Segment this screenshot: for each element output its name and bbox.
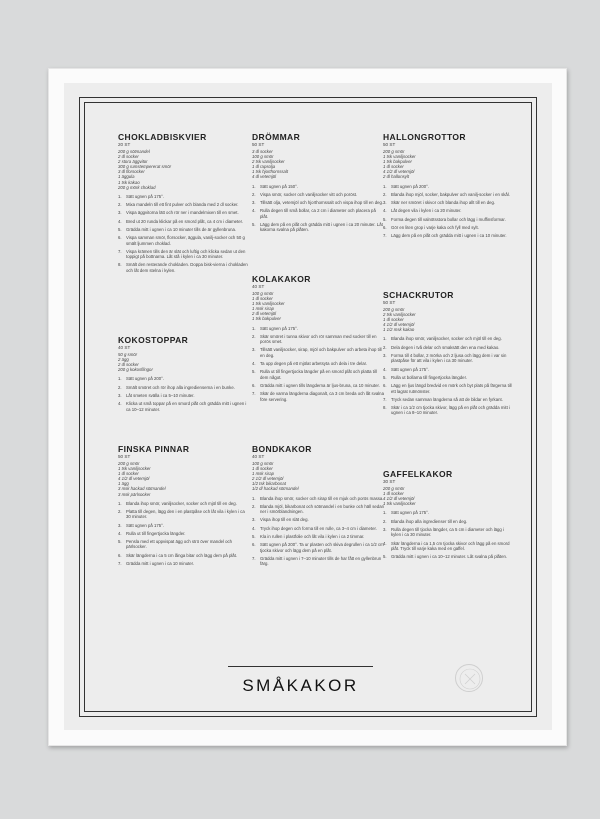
step-item	[383, 383, 515, 394]
step-item	[383, 527, 515, 538]
step-number: 6.	[383, 225, 387, 231]
recipe-title: CHOKLADBISKVIER	[118, 132, 207, 142]
ingredient-item: 2 tsk vaniljsocker	[252, 159, 285, 165]
step-number: 5.	[252, 222, 256, 228]
step-text: Vispa krämen tills den är slät och luftig och klicka sedan ut den toppigt på bottnarna. Låt stå i kylen i ca 30 minuter.	[126, 248, 246, 260]
step-number: 3.	[118, 522, 122, 528]
ingredient-item: 1/2 dl hackad sötmandel	[252, 486, 299, 492]
step-text: Tryck ihop degen och forma till en rulle, ca 3–4 cm i diameter.	[260, 525, 377, 531]
ingredient-item: 1 1/2 msk kakao	[383, 327, 415, 333]
step-text: Låt smeten svälla i ca 5–10 minuter.	[126, 392, 195, 398]
step-number: 4.	[118, 401, 122, 407]
step-number: 4.	[383, 540, 387, 546]
step-text: Sätt ugnen på 200°.	[126, 376, 165, 382]
step-text: Sätt ugnen på 175°.	[260, 325, 299, 331]
step-number: 3.	[118, 210, 122, 216]
ingredient-item: 2 stora äggvitor	[118, 159, 148, 165]
step-item	[383, 397, 515, 402]
step-text: Grädda mitt i ugnen i ca 10 minuter.	[126, 561, 195, 567]
step-text: Låt degen vila i kylen i ca 20 minuter.	[391, 208, 462, 214]
step-number: 2.	[118, 384, 122, 390]
ingredient-item: 4 dl vetemjöl	[252, 174, 277, 180]
step-list	[252, 326, 384, 402]
ingredient-item: 1 tsk kakao	[118, 179, 140, 185]
recipe-chokladbiskvier	[118, 132, 250, 276]
step-item	[383, 554, 515, 559]
step-item	[118, 401, 250, 412]
ingredient-item: 1/2 tsk bikarbonat	[252, 481, 286, 487]
step-item	[118, 202, 250, 207]
step-text: Blanda ihop smör, vaniljsocker, socker och mjöl till en deg.	[391, 336, 502, 342]
step-list	[118, 501, 250, 567]
step-text: Platta till degen, lägg den i en plastpåse och låt vila i kylen i ca 30 minuter.	[126, 508, 245, 520]
ingredient-item: 200 g smör	[118, 461, 140, 466]
step-text: Vispa samman smör, florsocker, äggula, vanilj-socker och 50 g smält ljummen choklad.	[126, 235, 245, 246]
step-text: Bred ut 20 runda klickar på en smord plåt, ca 4 cm i diameter.	[126, 218, 244, 224]
ingredient-item: 1 dl rapsolja	[252, 164, 276, 170]
step-number: 5.	[252, 534, 256, 540]
step-number: 7.	[118, 248, 122, 254]
poster-title: SMÅKAKOR	[242, 676, 359, 695]
step-text: Pensla med ett uppvispat ägg och strö över mandel och pärlsocker.	[126, 539, 233, 550]
ingredient-list	[118, 461, 250, 497]
step-item	[252, 504, 384, 515]
step-item	[383, 184, 515, 189]
step-number: 3.	[383, 353, 387, 359]
step-text: Vispa smör, socker och vaniljsocker vitt och poröst.	[260, 191, 358, 197]
step-text: Skär smöret i tunna skivor och rör samman med socker till en porös smet.	[260, 333, 377, 345]
step-item	[252, 526, 384, 531]
recipe-title: BONDKAKOR	[252, 444, 312, 454]
ingredient-item: 2 tsk vaniljsocker	[383, 312, 416, 318]
step-item	[118, 531, 250, 536]
step-text: Rulla ut till fingertjocka längder på en smord plåt och platta till dem något.	[260, 369, 377, 380]
ingredient-item: 100 g smör	[252, 461, 274, 466]
step-text: Blanda ihop alla ingredienser till en deg.	[391, 518, 468, 524]
recipe-finska-pinnar	[118, 444, 250, 569]
step-text: Mixa mandeln till ett fint pulver och blanda med 2 dl socker.	[126, 202, 239, 208]
step-item	[383, 367, 515, 372]
ingredient-item: 200 g smör	[383, 149, 405, 154]
step-number: 1.	[383, 183, 387, 189]
step-item	[118, 553, 250, 558]
step-number: 5.	[383, 554, 387, 560]
step-item	[252, 200, 384, 205]
step-number: 1.	[252, 183, 256, 189]
recipe-yield: 50 ST	[252, 142, 265, 147]
step-item	[118, 262, 250, 273]
ingredient-item: 200 g smör	[383, 307, 405, 312]
step-item	[252, 542, 384, 553]
step-item	[383, 405, 515, 416]
ingredient-item: 1 äggula	[118, 174, 135, 180]
ingredient-item: 2 dl socker	[118, 154, 139, 160]
step-number: 4.	[118, 530, 122, 536]
step-number: 2.	[252, 191, 256, 197]
step-item	[118, 210, 250, 215]
step-text: Tryck sedan samman längderna så att de bildar en fyrkant.	[391, 396, 503, 402]
ingredient-list	[252, 149, 384, 180]
ingredient-item: 4 1/2 dl vetemjöl	[383, 169, 415, 175]
title-rule	[228, 666, 373, 667]
step-text: Rulla degen till små bollar, ca 2 cm i diameter och placera på plåt.	[260, 208, 376, 219]
recipe-title: KOLAKAKOR	[252, 274, 311, 284]
step-item	[252, 556, 384, 567]
step-item	[118, 219, 250, 224]
ingredient-item: 1 tsk vaniljsocker	[118, 466, 151, 472]
step-item	[383, 345, 515, 350]
step-item	[118, 385, 250, 390]
step-item	[383, 233, 515, 238]
step-item	[252, 208, 384, 219]
ingredient-list	[383, 486, 515, 506]
step-number: 2.	[118, 202, 122, 208]
step-number: 1.	[118, 193, 122, 199]
ingredient-item: 1 tsk bakpulver	[252, 316, 281, 322]
step-list	[118, 376, 250, 411]
recipe-title: HALLONGROTTOR	[383, 132, 466, 142]
step-text: Blanda ihop mjöl, socker, bakpulver och vanilj-socker i en skål.	[391, 191, 510, 197]
step-text: Klicka ut små toppar på en smord plåt och grädda mitt i ugnen i ca 10–12 minuter.	[126, 401, 247, 412]
step-text: Grädda mitt i ugnen i ca 10–12 minuter. Låt svalna på plåten.	[391, 554, 508, 560]
recipe-title: FINSKA PINNAR	[118, 444, 190, 454]
step-number: 7.	[118, 561, 122, 567]
ingredient-item: 200 g kokosflingor	[118, 367, 153, 373]
step-text: Skär de varma längderna diagonalt, ca 3 cm breda och låt svalna före servering.	[260, 391, 384, 402]
step-text: Blanda ihop smör, socker och sirap till en mjuk och porös massa.	[260, 495, 384, 501]
step-number: 1.	[118, 500, 122, 506]
step-number: 4.	[252, 208, 256, 214]
recipe-yield: 20 ST	[118, 142, 131, 147]
step-text: Gör en liten grop i varje kaka och fyll med sylt.	[391, 225, 479, 231]
step-number: 5.	[252, 369, 256, 375]
ingredient-item: 2 ägg	[118, 357, 129, 363]
step-text: Sätt ugnen på 200°. Ta ur plasten och skiva degrullen i ca 1/2 cm tjocka skivor och lägg dem på en plåt.	[260, 542, 384, 553]
recipe-title: GAFFELKAKOR	[383, 469, 453, 479]
ingredient-item: 200 g smör	[383, 486, 405, 491]
step-item	[118, 227, 250, 232]
ingredient-list	[252, 291, 384, 322]
ingredient-item: 1 dl socker	[383, 317, 404, 323]
step-item	[252, 184, 384, 189]
step-item	[118, 523, 250, 528]
step-text: Lägg dem på en plåt och grädda mitt i ugnen i ca 10 minuter.	[391, 233, 507, 239]
step-text: Smält den resterande chokladen. Doppa bisk-vierna i chokladen och låt dem stelna i kylen.	[126, 262, 248, 273]
step-item	[118, 539, 250, 550]
step-item	[252, 192, 384, 197]
step-item	[383, 541, 515, 552]
ingredient-item: 2 dl socker	[118, 362, 139, 368]
step-item	[383, 208, 515, 213]
ingredient-list	[118, 149, 250, 190]
recipe-yield: 40 ST	[118, 345, 131, 350]
step-item	[118, 509, 250, 520]
step-number: 2.	[383, 518, 387, 524]
step-number: 6.	[118, 552, 122, 558]
step-number: 6.	[252, 542, 256, 548]
ingredient-item: 1 dl socker	[252, 466, 273, 472]
step-text: Grädda mitt i ugnen i ca 10 minuter tills de är gyllenbruna.	[126, 226, 237, 232]
ingredient-item: 3 dl socker	[252, 149, 273, 154]
step-text: Skär längderna i ca 5 cm långa bitar och lägg dem på plåt.	[126, 552, 238, 558]
ingredient-item: 3 msk hackad sötmandel	[118, 486, 166, 492]
step-number: 3.	[252, 200, 256, 206]
recipe-yield: 50 ST	[383, 142, 396, 147]
step-text: Sätt ugnen på 175°.	[391, 366, 430, 372]
ingredient-item: 1 tsk vaniljsocker	[383, 501, 416, 507]
step-number: 2.	[252, 503, 256, 509]
ingredient-item: 1 tsk bakpulver	[383, 159, 412, 165]
ingredient-list	[383, 149, 515, 180]
step-item	[252, 361, 384, 366]
step-item	[252, 496, 384, 501]
ingredient-item: 1 tsk hjorthornssalt	[252, 169, 289, 175]
ingredient-item: 1 msk sirap	[252, 306, 274, 312]
ingredient-list	[118, 352, 250, 372]
step-text: Ta upp degen på ett mjölat arbetsyta och dela i tre delar.	[260, 361, 368, 367]
step-text: Skär i ca 1/2 cm tjocka skivor, lägg på en plåt och grädda mitt i ugnen i ca 8–10 minuter.	[391, 405, 510, 416]
step-text: Vispa ihop till en slät deg.	[260, 517, 309, 523]
recipe-kolakakor	[252, 274, 384, 405]
ingredient-item: 300 g rumstempererat smör	[118, 164, 172, 170]
step-number: 4.	[252, 525, 256, 531]
step-item	[252, 383, 384, 388]
step-text: Vispa äggvitorna lätt och rör ner i mandelmixen till en smet.	[126, 210, 239, 216]
step-item	[252, 369, 384, 380]
step-text: Smält smöret och rör ihop alla ingredienserna i en bunke.	[126, 384, 235, 390]
recipe-yield: 50 ST	[118, 454, 131, 459]
ingredient-item: 3 msk pärlsocker	[118, 491, 151, 497]
step-list	[383, 510, 515, 559]
step-number: 5.	[383, 374, 387, 380]
step-text: Sätt ugnen på 175°.	[126, 522, 165, 528]
step-text: Sätt ugnen på 150°.	[260, 183, 299, 189]
ingredient-item: 100 g smör	[252, 154, 274, 160]
step-number: 1.	[252, 495, 256, 501]
step-number: 7.	[383, 233, 387, 239]
ingredient-item: 4 1/2 dl vetemjöl	[118, 476, 150, 482]
step-number: 3.	[383, 526, 387, 532]
ingredient-item: 1 dl socker	[383, 164, 404, 170]
step-number: 7.	[252, 555, 256, 561]
step-number: 1.	[383, 510, 387, 516]
ingredient-list	[252, 461, 384, 492]
step-item	[252, 347, 384, 358]
step-text: Blanda ihop smör, vaniljsocker, socker och mjöl till en deg.	[126, 500, 237, 506]
step-item	[118, 501, 250, 506]
recipe-title: KOKOSTOPPAR	[118, 335, 189, 345]
step-text: Blanda mjöl, bikarbonat och sötmandel i en bunke och häll sedan ner i smörblandningen.	[260, 503, 384, 515]
ingredient-item: 50 g smör	[118, 352, 138, 357]
ingredient-item: 1 msk sirap	[252, 471, 274, 477]
recipe-yield: 50 ST	[383, 300, 396, 305]
step-number: 1.	[252, 325, 256, 331]
step-number: 8.	[383, 405, 387, 411]
step-text: Tillsätt olja, vetemjöl och hjorthornssalt och vispa ihop till en deg.	[260, 200, 384, 206]
step-text: Grädda mitt i ugnen tills längderna är ljus-bruna, ca 10 minuter.	[260, 382, 380, 388]
step-number: 1.	[383, 336, 387, 342]
recipe-gaffelkakor	[383, 469, 515, 562]
step-text: Skär längderna i ca 1,5 cm tjocka skivor och lägg på en smord plåt. Tryck till varje kaka med en gaffel.	[391, 540, 510, 551]
step-item	[118, 561, 250, 566]
step-text: Lägg en ljus längd bredvid en mörk och byt plats på färgerna till ett lagrat rutmönster.	[391, 383, 512, 394]
step-item	[252, 222, 384, 233]
ingredient-item: 3 dl florsocker	[118, 169, 145, 175]
step-number: 5.	[118, 539, 122, 545]
step-text: Tillsätt vaniljsocker, sirap, mjöl och bakpulver och arbeta ihop till en deg.	[260, 347, 382, 358]
recipe-drommar	[252, 132, 384, 236]
ingredient-item: 4 1/2 dl vetemjöl	[383, 322, 415, 328]
step-item	[252, 517, 384, 522]
step-list	[383, 184, 515, 239]
step-number: 4.	[252, 361, 256, 367]
recipe-title: SCHACKRUTOR	[383, 290, 454, 300]
step-number: 4.	[118, 218, 122, 224]
step-number: 8.	[118, 262, 122, 268]
step-number: 3.	[252, 347, 256, 353]
step-number: 2.	[118, 508, 122, 514]
step-number: 1.	[118, 376, 122, 382]
recipe-yield: 40 ST	[252, 454, 265, 459]
recipe-bondkakor	[252, 444, 384, 570]
step-item	[252, 391, 384, 402]
step-list	[252, 184, 384, 233]
ingredient-item: 200 g sötmandel	[118, 149, 150, 154]
step-item	[383, 200, 515, 205]
step-list	[252, 496, 384, 567]
step-item	[383, 519, 515, 524]
step-text: Grädda mitt i ugnen i 7–10 minuter tills de har fått en gyllenbrun färg.	[260, 555, 382, 567]
step-number: 7.	[383, 396, 387, 402]
step-number: 6.	[252, 382, 256, 388]
step-item	[383, 353, 515, 364]
ingredient-item: 1 dl socker	[118, 471, 139, 477]
step-text: Forma degen till valnötsstora bollar och lägg i muffinsformar.	[391, 216, 506, 222]
ingredient-item: 100 g smör	[252, 291, 274, 296]
step-item	[383, 225, 515, 230]
step-number: 5.	[118, 226, 122, 232]
step-number: 2.	[383, 344, 387, 350]
ingredient-item: 200 g mörk choklad	[118, 184, 156, 190]
ingredient-item: 2 1/2 dl vetemjöl	[252, 476, 284, 482]
step-text: Rulla ut till fingertjocka längder.	[126, 530, 186, 536]
step-list	[118, 194, 250, 273]
step-number: 6.	[118, 235, 122, 241]
ingredient-item: 1 dl socker	[252, 296, 273, 302]
step-text: Rulla degen till tjocka längder, ca 5 cm i diameter och lägg i kylen i ca 30 minuter.	[391, 526, 504, 538]
step-number: 2.	[252, 333, 256, 339]
step-number: 4.	[383, 208, 387, 214]
step-item	[383, 192, 515, 197]
ingredient-list	[383, 307, 515, 332]
step-number: 7.	[252, 391, 256, 397]
step-text: Sätt ugnen på 200°.	[391, 183, 430, 189]
recipe-kokostoppar	[118, 335, 250, 415]
recipe-title: DRÖMMAR	[252, 132, 301, 142]
step-text: Sätt ugnen på 175°.	[391, 510, 430, 516]
recipe-yield: 30 ST	[383, 479, 396, 484]
step-item	[252, 326, 384, 331]
step-number: 4.	[383, 366, 387, 372]
step-number: 6.	[383, 383, 387, 389]
step-item	[118, 393, 250, 398]
step-item	[118, 376, 250, 381]
ingredient-item: 2 dl vetemjöl	[252, 311, 277, 317]
step-item	[383, 510, 515, 515]
ingredient-item: 1 tsk vaniljsocker	[383, 154, 416, 160]
step-item	[383, 375, 515, 380]
stamp-seal-icon	[455, 664, 483, 692]
step-text: Forma till 4 bollar, 2 mörka och 2 ljusa och lägg dem i var sin plastpåse för att vila i kylen i ca 30 minuter.	[391, 353, 507, 364]
step-item	[383, 217, 515, 222]
step-item	[252, 534, 384, 539]
step-text: Kla in rullen i plastfolie och låt vila i kylen i ca 2 timmar.	[260, 534, 365, 540]
ingredient-item: 1 dl socker	[383, 491, 404, 497]
step-item	[383, 336, 515, 341]
ingredient-item: 1 tsk vaniljsocker	[252, 301, 285, 307]
step-text: Skär ner smöret i skivor och blanda ihop allt till en deg.	[391, 200, 496, 206]
step-text: Dela degen i två delar och smaksätt den ena med kakao.	[391, 344, 500, 350]
ingredient-item: 1 ägg	[118, 481, 129, 487]
recipe-schackrutor	[383, 290, 515, 419]
step-number: 3.	[252, 517, 256, 523]
step-item	[118, 249, 250, 260]
step-number: 3.	[383, 200, 387, 206]
step-list	[383, 336, 515, 415]
ingredient-item: 4 1/2 dl vetemjöl	[383, 496, 415, 502]
recipe-yield: 40 ST	[252, 284, 265, 289]
step-number: 3.	[118, 392, 122, 398]
step-text: Lägg dem på en plåt och grädda mitt i ugnen i ca 20 minuter. Låt kakorna svalna på plåten.	[260, 222, 383, 233]
step-text: Sätt ugnen på 175°.	[126, 193, 165, 199]
recipe-hallongrottor	[383, 132, 515, 242]
step-item	[252, 334, 384, 345]
step-item	[118, 194, 250, 199]
ingredient-item: 2 dl hallonsylt	[383, 174, 410, 180]
step-text: Rulla ut bollarna till fingertjocka längder.	[391, 374, 467, 380]
step-number: 2.	[383, 191, 387, 197]
step-number: 5.	[383, 216, 387, 222]
step-item	[118, 235, 250, 246]
